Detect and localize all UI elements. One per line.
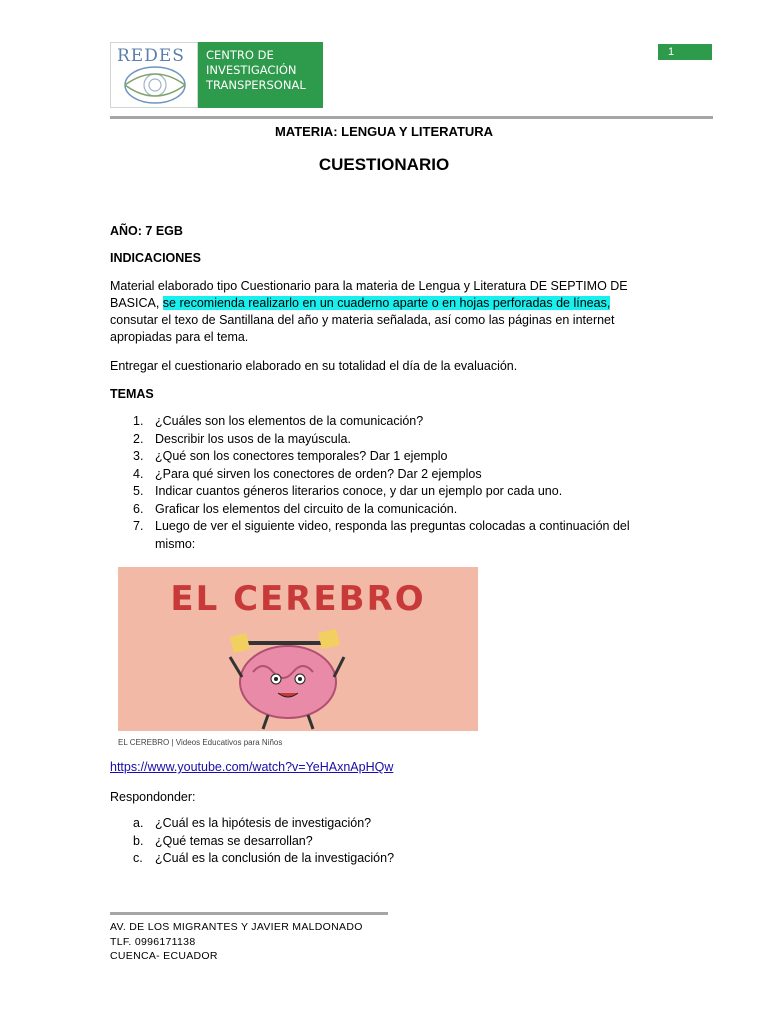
logo-line: INVESTIGACIÓN [206, 63, 297, 77]
answer-heading: Respondonder: [110, 790, 196, 804]
list-item: 5. Indicar cuantos géneros literarios conoce, y dar un ejemplo por cada uno. [133, 484, 563, 498]
list-item: 3. ¿Qué son los conectores temporales? Dar 1 ejemplo [133, 449, 448, 463]
logo-text [198, 42, 323, 108]
list-item: 6. Graficar los elementos del circuito de la comunicación. [133, 501, 458, 516]
list-item: b. ¿Qué temas se desarrollan? [133, 833, 313, 848]
footer-phone: TLF. 0996171138 [110, 936, 196, 948]
list-item: c. ¿Cuál es la conclusión de la investigación? [133, 851, 395, 865]
logo-word: REDES [117, 46, 185, 66]
list-item: 1. ¿Cuáles son los elementos de la comunicación? [133, 414, 424, 428]
topics-list [133, 413, 655, 553]
paragraph-text: Material elaborado tipo Cuestionario para la materia de Lengua y Literatura DE SEPTIMO DE BASICA, [110, 279, 628, 310]
year-label: AÑO: 7 EGB [110, 224, 183, 238]
footer-city: CUENCA- ECUADOR [110, 950, 218, 962]
brain-icon [118, 567, 478, 731]
questions-list [133, 815, 655, 868]
footer-divider [110, 912, 388, 915]
highlighted-text: se recomienda realizarlo en un cuaderno aparte o en hojas perforadas de líneas, [162, 296, 611, 310]
topics-heading: TEMAS [110, 387, 154, 401]
footer-address: AV. DE LOS MIGRANTES Y JAVIER MALDONADO [110, 921, 363, 933]
page-number: 1 [658, 44, 712, 60]
list-item: 4. ¿Para qué sirven los conectores de orden? Dar 2 ejemplos [133, 466, 482, 481]
delivery-paragraph: Entregar el cuestionario elaborado en su totalidad el día de la evaluación. [110, 359, 518, 373]
video-caption: EL CEREBRO | Videos Educativos para Niños [118, 738, 283, 747]
header-divider [110, 116, 713, 119]
logo [110, 42, 323, 108]
logo-line: TRANSPERSONAL [206, 78, 306, 92]
paragraph-text: consutar el texo de Santillana del año y materia señalada, así como las páginas en internet apropiadas para el tema. [110, 313, 615, 344]
video-link[interactable]: https://www.youtube.com/watch?v=YeHAxnApHQw [110, 760, 394, 774]
document-title: CUESTIONARIO [318, 155, 450, 174]
instructions-heading: INDICACIONES [110, 251, 201, 265]
logo-line: CENTRO DE [206, 48, 274, 62]
subject-title: MATERIA: LENGUA Y LITERATURA [274, 124, 494, 139]
list-item: 7. Luego de ver el siguiente video, responda las preguntas colocadas a continuación del mismo: [133, 519, 630, 551]
list-item: 2. Describir los usos de la mayúscula. [133, 431, 351, 446]
video-title: EL CEREBRO [170, 579, 426, 619]
list-item: a. ¿Cuál es la hipótesis de investigación? [133, 816, 372, 830]
logo-emblem [110, 42, 198, 108]
video-thumbnail[interactable] [118, 567, 478, 731]
spiral-icon [111, 43, 199, 109]
instructions-paragraph [110, 278, 640, 346]
